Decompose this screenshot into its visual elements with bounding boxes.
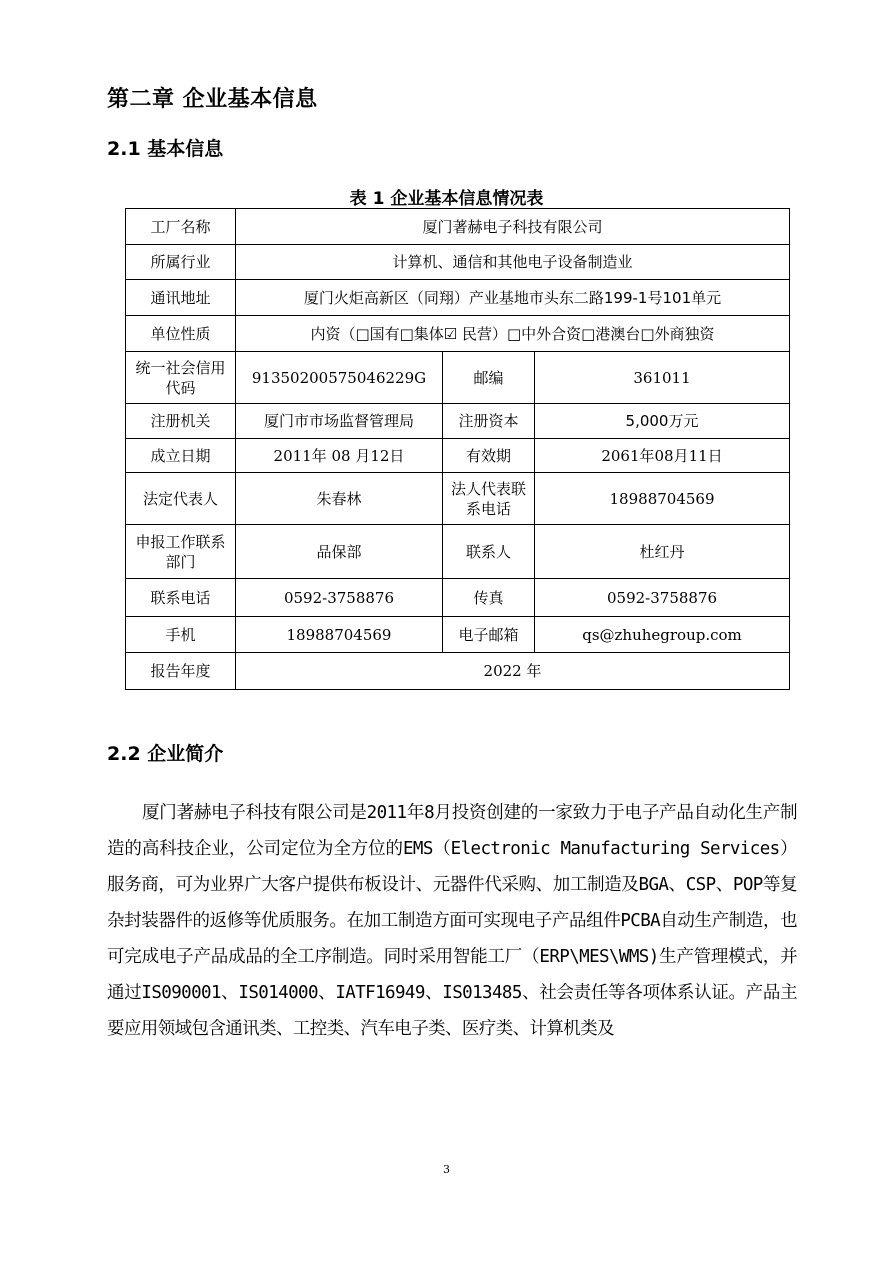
- contact-label: 联系人: [443, 525, 535, 579]
- reporting-dept-label: 申报工作联系部门: [126, 525, 236, 579]
- legal-rep-label: 法定代表人: [126, 473, 236, 525]
- nature-label: 单位性质: [126, 316, 236, 352]
- table-row: [126, 209, 790, 245]
- credit-code-value: 91350200575046229G: [236, 352, 443, 404]
- table-row: [126, 352, 790, 404]
- mobile-value: 18988704569: [236, 617, 443, 653]
- valid-period-value: 2061年08月11日: [535, 439, 790, 473]
- mobile-label: 手机: [126, 617, 236, 653]
- legal-rep-phone-value: 18988704569: [535, 473, 790, 525]
- table-row: [126, 245, 790, 280]
- chapter-title: 第二章 企业基本信息: [107, 87, 318, 112]
- table-row: [126, 439, 790, 473]
- email-label: 电子邮箱: [443, 617, 535, 653]
- contact-value: 杜红丹: [535, 525, 790, 579]
- registration-authority-label: 注册机关: [126, 404, 236, 439]
- table-row: [126, 473, 790, 525]
- nature-value: 内资（□国有□集体☑ 民营）□中外合资□港澳台□外商独资: [236, 316, 790, 352]
- legal-rep-value: 朱春林: [236, 473, 443, 525]
- company-intro: [107, 795, 797, 1047]
- factory-name-label: 工厂名称: [126, 209, 236, 245]
- section-title-basic-info: 2.1 基本信息: [107, 138, 224, 160]
- established-label: 成立日期: [126, 439, 236, 473]
- table-row: [126, 404, 790, 439]
- industry-label: 所属行业: [126, 245, 236, 280]
- valid-period-label: 有效期: [443, 439, 535, 473]
- table-caption: 表 1 企业基本信息情况表: [349, 189, 544, 209]
- registered-capital-value: 5,000万元: [535, 404, 790, 439]
- table-row: [126, 579, 790, 617]
- address-label: 通讯地址: [126, 280, 236, 316]
- industry-value: 计算机、通信和其他电子设备制造业: [236, 245, 790, 280]
- intro-paragraph: 厦门著赫电子科技有限公司是2011年8月投资创建的一家致力于电子产品自动化生产制造的高科技企业，公司定位为全方位的EMS（Electronic Manufacturing Services）服务商，可为业界广大客户提供布板设计、元器件代采购、加工制造及BGA、CSP、POP等复杂封装器件的返修等优质服务。在加工制造方面可实现电子产品组件PCBA自动生产制造，也可完成电子产品成品的全工序制造。同时采用智能工厂（ERP\MES\WMS)生产管理模式，并通过IS090001、IS014000、IATF16949、IS013485、社会责任等各项体系认证。产品主要应用领域包含通讯类、工控类、汽车电子类、医疗类、计算机类及: [107, 803, 797, 1039]
- phone-value: 0592-3758876: [236, 579, 443, 617]
- enterprise-info-table: [125, 208, 790, 690]
- registered-capital-label: 注册资本: [443, 404, 535, 439]
- table-row: [126, 525, 790, 579]
- table-row: [126, 617, 790, 653]
- postcode-value: 361011: [535, 352, 790, 404]
- table-row: [126, 316, 790, 352]
- factory-name-value: 厦门著赫电子科技有限公司: [236, 209, 790, 245]
- section-title-company-profile: 2.2 企业简介: [107, 743, 224, 765]
- reporting-dept-value: 品保部: [236, 525, 443, 579]
- credit-code-label: 统一社会信用代码: [126, 352, 236, 404]
- email-value: qs@zhuhegroup.com: [535, 617, 790, 653]
- legal-rep-phone-label: 法人代表联系电话: [443, 473, 535, 525]
- address-value: 厦门火炬高新区（同翔）产业基地市头东二路199-1号101单元: [236, 280, 790, 316]
- page-number: 3: [443, 1163, 450, 1176]
- phone-label: 联系电话: [126, 579, 236, 617]
- table-row: [126, 280, 790, 316]
- established-value: 2011年 08 月12日: [236, 439, 443, 473]
- report-year-value: 2022 年: [236, 653, 790, 690]
- table-row: [126, 653, 790, 690]
- report-year-label: 报告年度: [126, 653, 236, 690]
- registration-authority-value: 厦门市市场监督管理局: [236, 404, 443, 439]
- fax-value: 0592-3758876: [535, 579, 790, 617]
- postcode-label: 邮编: [443, 352, 535, 404]
- fax-label: 传真: [443, 579, 535, 617]
